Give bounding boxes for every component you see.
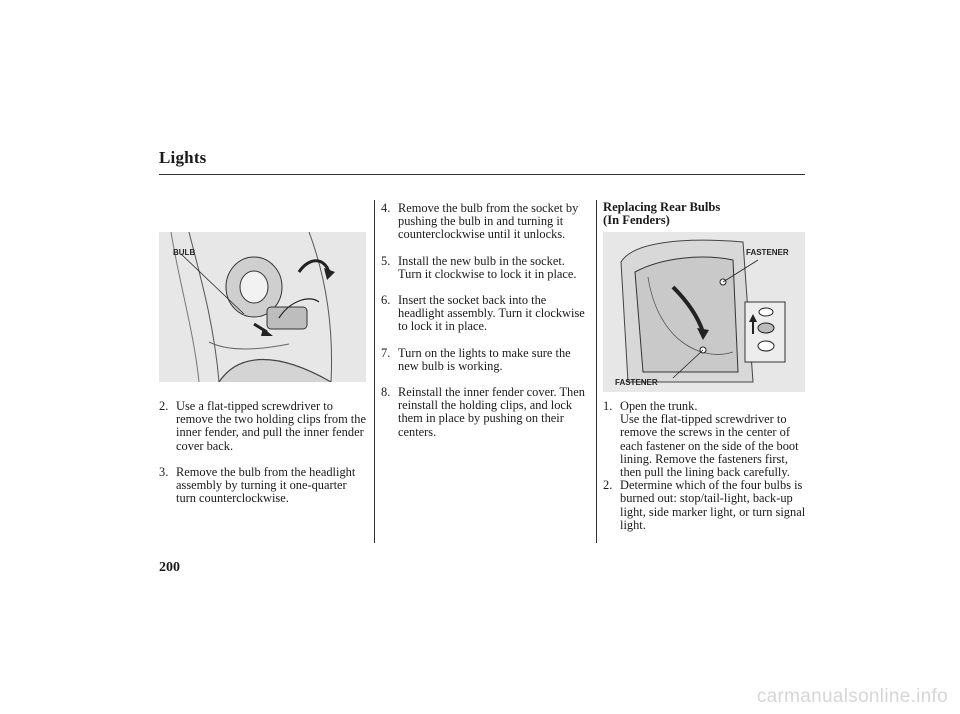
step-text: Remove the bulb from the socket by pushing the bulb in and turning it counterclockwise until it unlocks. [398,201,579,242]
step-2 [159,400,369,453]
step-text: Turn on the lights to make sure the new bulb is working. [398,345,571,373]
step-6 [381,294,591,334]
step-8 [381,386,591,439]
trunk-fastener-illustration [603,232,805,392]
bulb-illustration [159,232,366,382]
section-heading [603,201,720,227]
step-number: 2. [159,399,169,413]
step-number: 6. [381,293,391,308]
fastener-label-top: FASTENER [746,248,789,257]
step-5 [381,255,591,281]
fastener-label-bottom: FASTENER [615,378,658,387]
step-number: 7. [381,345,391,360]
left-steps [159,400,369,505]
step-text: Use a flat-tipped screwdriver to remove the two holding clips from the inner fender, and pull the inner fender cover back. [176,399,366,453]
step-7 [381,347,591,373]
watermark: carmanualsonline.info [756,686,948,707]
step-number: 2. [603,478,613,493]
step-number: 4. [381,201,391,215]
step-number: 8. [381,385,391,400]
page-number: 200 [159,560,180,575]
column-divider-right [596,200,597,543]
page-title: Lights [159,148,207,167]
step-text: Insert the socket back into the headlight assembly. Turn it clockwise to lock it in place. [398,293,585,334]
right-steps [603,400,808,532]
step-4 [381,202,591,242]
section-heading-line2: (In Fenders) [603,213,670,227]
step-subtext: Use the flat-tipped screwdriver to remove the screws in the center of each fastener on the side of the boot lining. Remove the fasteners first, then pull the lining back carefully. [620,412,799,480]
title-rule [159,174,805,175]
middle-steps [381,202,591,439]
step-2-rear [603,479,808,532]
step-text: Reinstall the inner fender cover. Then reinstall the holding clips, and lock them in place by pushing on their centers. [398,385,585,439]
step-text: Open the trunk. [620,399,698,413]
step-text: Remove the bulb from the headlight assembly by turning it one-quarter turn counterclockwise. [176,464,356,506]
column-divider-left [374,200,375,543]
step-1 [603,400,808,479]
section-heading-line1: Replacing Rear Bulbs [603,200,721,214]
step-number: 5. [381,253,391,268]
step-number: 1. [603,399,613,413]
step-3 [159,466,369,506]
bulb-label: BULB [173,248,196,257]
step-text: Determine which of the four bulbs is burned out: stop/tail-light, back-up light, side marker light, or turn signal light. [620,478,806,532]
step-text: Install the new bulb in the socket. Turn it clockwise to lock it in place. [398,253,577,281]
step-number: 3. [159,464,169,479]
